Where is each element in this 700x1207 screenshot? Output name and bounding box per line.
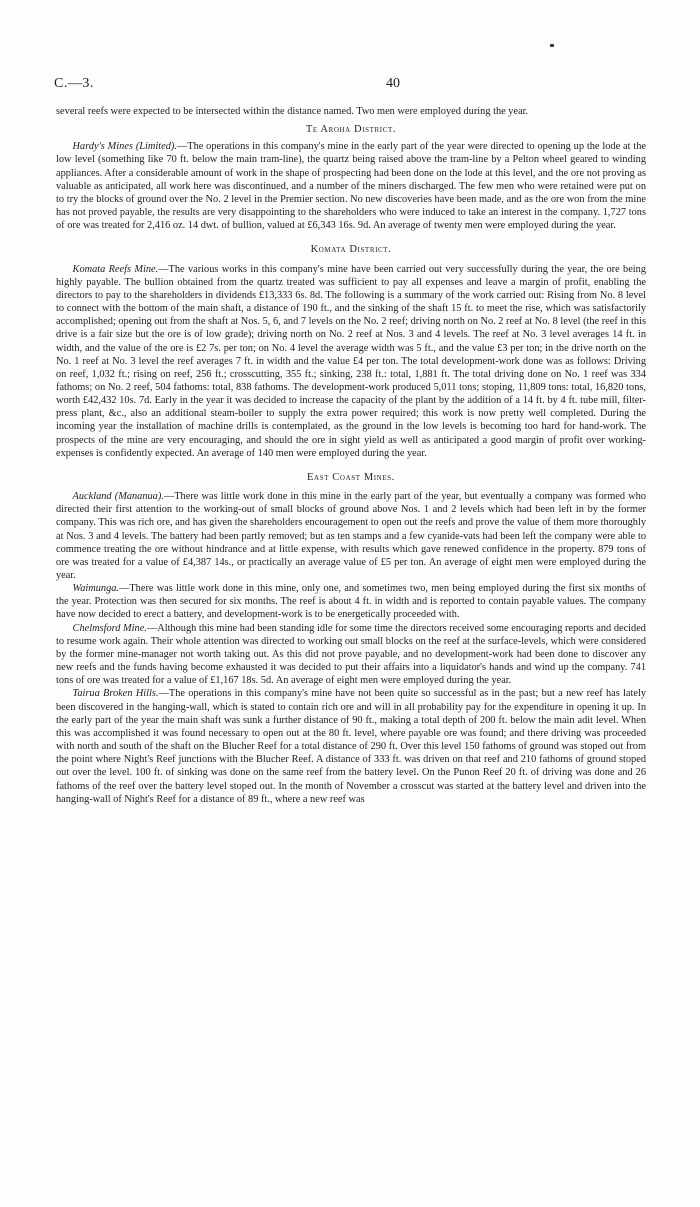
- paragraph-komata-reefs: [56, 263, 646, 460]
- page-number: 40: [386, 76, 400, 91]
- section-heading-komata: Komata District.: [310, 244, 392, 256]
- paragraph-title: Komata Reefs Mine.: [72, 263, 159, 275]
- paragraph-title: Auckland (Mananua).: [72, 491, 164, 503]
- paragraph-title: Chelmsford Mine.: [72, 622, 147, 634]
- paragraph-text: —The operations in this company's mine have not been quite so successful as in the past; but a new reef has lately been discovered in the hanging-wall, which is stated to contain rich ore and will in all probability pay for the expenditure in opening it up. In the early part of the year the main shaft was sunk a further distance of 90 ft., making a total depth of 200 ft. below the main adit level. When this was accomplished it was found necessary to open out at the 80 ft. level, where payable ore was found; and there driving was proceeded with north and south of the shaft on the Blucher Reef for a total distance of 290 ft. Over this level 150 fathoms of ground was stoped out from the point where Night's Reef junctions with the Blucher Reef. A distance of 333 ft. was driven on that reef and 210 fathoms of ground stoped out over the level. 100 ft. of sinking was done on the same reef from the battery level. On the Punon Reef 20 ft. of driving was done and 26 fathoms of the reef over the battery level stoped out. In the month of November a crosscut was started at the battery level and driven into the hanging-wall of Night's Reef for a distance of 89 ft., where a new reef was: [56, 688, 647, 805]
- section-heading-te-aroha: Te Aroha District.: [305, 124, 397, 136]
- section-heading-east-coast: East Coast Mines.: [307, 471, 395, 483]
- paragraph-waimunga: [56, 582, 646, 621]
- parliamentary-reference: C.—3.: [54, 76, 94, 91]
- paragraph-text: —The operations in this company's mine in the early part of the year were directed to opening up the lode at the low level (something like 70 ft. below the main tram-line), the quartz being raised above the tram-line by a Pelton wheel geared to winding appliances. After a considerable amount of work in the shape of prospecting had been done on the lode at this level, and the ore not proving as valuable as anticipated, all work here was discontinued, and a number of the miners discharged. The few men who were retained were put on to try the blocks of ground over the No. 2 level in the Premier section. No new discoveries have been made, and as the ore won from the mine has not proved payable, the results are very disappointing to the shareholders who were induced to take an interest in the company. 1,727 tons of ore was treated for 2,416 oz. 14 dwt. of bullion, valued at £6,343 16s. 9d. An average of twenty men were employed during the year.: [56, 141, 646, 232]
- page-header: [54, 76, 646, 96]
- scan-mark: [550, 44, 554, 47]
- intro-paragraph: several reefs were expected to be intersected within the distance named. Two men were employed during the year.: [56, 106, 529, 117]
- paragraph-hardys-mines: [56, 140, 646, 232]
- paragraph-title: Tairua Broken Hills.: [72, 688, 159, 700]
- paragraph-text: —There was little work done in this mine, only one, and sometimes two, men being employed during the first six months of the year. Protection was then secured for six months. The reef is about 4 ft. in width and is reported to contain payable values. The company have now decided to erect a battery, and development-work is to be energetically proceeded with.: [56, 583, 646, 621]
- paragraph-text: —There was little work done in this mine in the early part of the year, but eventually a company was formed who directed their first attention to the working-out of small blocks of ground above Nos. 1 and 2 levels which had been left in by the former company. This was rich ore, and has given the shareholders encouragement to open out the reefs and prove the value of them more thoroughly at Nos. 3 and 4 levels. The battery had been partly removed; but as ten stamps and a few cyanide-vats had been left the company were able to commence treating the ore without hindrance and at little expense, with results which gave renewed confidence in the property. 879 tons of ore was treated for a value of £4,387 14s., or practically an average value of £5 per ton. An average of eight men were employed during the year.: [56, 491, 646, 581]
- paragraph-title: Hardy's Mines (Limited).: [72, 141, 177, 153]
- paragraph-text: —The various works in this company's mine have been carried out very successfully during the year, the ore being highly payable. The bullion obtained from the quartz treated was sufficient to pay all expenses and leave a margin of profit, enabling the directors to pay to the shareholders in dividends £13,333 6s. 8d. The following is a summary of the work carried out: Rising from No. 8 level to connect with the bottom of the main shaft, a distance of 190 ft., and the sinking of the shaft 15 ft. to meet the rise, which was satisfactorily accomplished; opening out from the shaft at Nos. 5, 6, and 7 levels on the No. 2 reef; driving north on No. 2 reef at No. 8 level (the reef in this drive is a fair size but the ore is of low grade); driving north on No. 2 reef at Nos. 3 and 4 levels. The reef at No. 3 level averages 14 ft. in width, and the value of the ore is £2 7s. per ton; on No. 4 level the average width was 5 ft., and the value £3 per ton; in the drive north on the No. 1 reef at No. 3 level the reef averages 7 ft. in width and the value £4 per ton. The total development-work done was as follows: Driving on reef, 1,032 ft.; rising on reef, 256 ft.; crosscutting, 355 ft.; sinking, 238 ft.: total, 1,881 ft. The total driving done on No. 1 reef was 334 fathoms; on No. 2 reef, 504 fathoms: total, 838 fathoms. The development-work produced 5,011 tons; stoping, 11,809 tons: total, 16,820 tons, worth £42,432 10s. 7d. Early in the year it was decided to increase the capacity of the plant by the addition of a 14 ft. by 4 ft. tube mill, filter-press plant, &c., also an additional steam-boiler to supply the extra power required; this work is now pretty well completed. During the incoming year the installation of machine drills is contemplated, as the ground in the low levels is becoming too hard for hand-work. The prospects of the mine are very encouraging, and should the ore in sight yield as well as anticipated a good margin of profit over working-expenses is confidently expected. An average of 140 men were employed during the year.: [56, 263, 646, 459]
- page-body: [56, 105, 646, 806]
- paragraph-text: —Although this mine had been standing idle for some time the directors received some encouraging reports and decided to resume work again. Their whole attention was directed to working out small blocks on the reef at the surface-levels, which were considered by the former mine-manager not worth taking out. As this did not prove payable, and no development-work had been done to discover any new reefs and the funds having become exhausted it was decided to put their affairs into a liquidator's hands and wind up the company. 741 tons of ore was treated for a value of £1,167 18s. 5d. An average of eight men were employed during the year.: [56, 622, 646, 687]
- paragraph-tairua: [56, 687, 646, 805]
- paragraph-chelmsford: [56, 622, 646, 688]
- paragraph-auckland: [56, 490, 646, 582]
- paragraph-title: Waimunga.: [72, 583, 120, 595]
